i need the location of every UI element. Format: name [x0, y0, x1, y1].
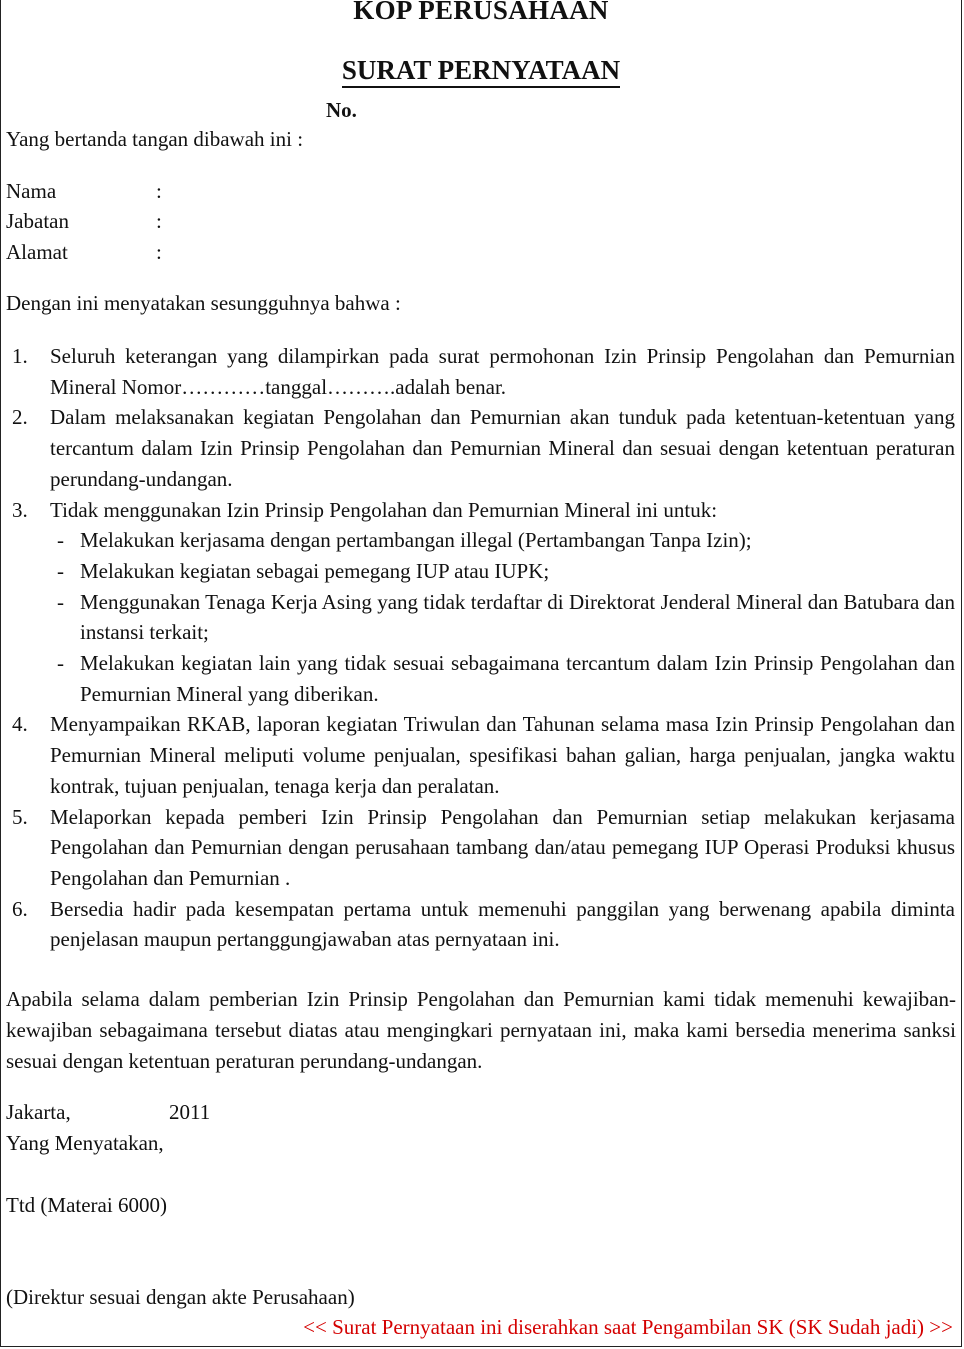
closing-paragraph: Apabila selama dalam pemberian Izin Prinsip Pengolahan dan Pemurnian kami tidak memenuhi kewajiban-kewajiban sebagaimana tersebut diatas atau mengingkari pernyataan ini, maka kami bersedia menerima sanksi sesuai dengan ketentuan peraturan perundang-undangan. [6, 987, 956, 1073]
field-colon-alamat: : [156, 240, 162, 264]
dash-bullet: - [57, 651, 64, 676]
dash-bullet: - [57, 558, 64, 583]
field-label-jabatan: Jabatan [6, 209, 69, 233]
field-label-nama: Nama [6, 179, 57, 203]
item-number: 6. [12, 896, 28, 921]
sub-item [1, 525, 959, 556]
list-item [1, 802, 959, 894]
company-letterhead: KOP PERUSAHAAN [353, 0, 609, 25]
sub-item-text: Melakukan kegiatan sebagai pemegang IUP atau IUPK; [80, 558, 550, 583]
signature-place: Jakarta, [6, 1100, 71, 1124]
list-item [1, 341, 959, 402]
list-item [1, 402, 959, 494]
document-title [1, 55, 961, 86]
sub-item-text: Melakukan kegiatan lain yang tidak sesuai sebagaimana tercantum dalam Izin Prinsip Pengolahan dan Pemurnian Mineral yang diberikan. [80, 651, 955, 706]
dash-bullet: - [57, 528, 64, 553]
item-text: Seluruh keterangan yang dilampirkan pada surat permohonan Izin Prinsip Pengolahan dan Pemurnian Mineral Nomor…………tanggal……….adalah benar. [50, 344, 955, 399]
item-text: Melaporkan kepada pemberi Izin Prinsip Pengolahan dan Pemurnian setiap melakukan kerjasama Pengolahan dan Pemurnian dengan perusahaan tambang dan/atau pemegang IUP Operasi Produksi khusus Pengolahan dan Pemurnian . [50, 804, 955, 890]
item-number: 4. [12, 712, 28, 737]
intro-text: Yang bertanda tangan dibawah ini : [6, 127, 304, 151]
field-label-alamat: Alamat [6, 240, 68, 264]
item-text: Bersedia hadir pada kesempatan pertama untuk memenuhi panggilan yang berwenang apabila diminta penjelasan maupun pertanggungjawaban atas pernyataan ini. [50, 896, 955, 952]
item-number: 2. [12, 405, 28, 430]
item-text: Tidak menggunakan Izin Prinsip Pengolahan dan Pemurnian Mineral ini untuk: [50, 497, 718, 522]
sub-item [1, 648, 959, 709]
sub-item [1, 587, 959, 648]
document-number: No. [326, 98, 357, 122]
signature-stamp: Ttd (Materai 6000) [6, 1193, 167, 1217]
item-number: 5. [12, 804, 28, 829]
list-item [1, 709, 959, 801]
signature-year: 2011 [169, 1100, 211, 1124]
item-text: Dalam melaksanakan kegiatan Pengolahan dan Pemurnian akan tunduk pada ketentuan-ketentuan yang tercantum dalam Izin Prinsip Pengolahan dan Pemurnian Mineral dan sesuai dengan ketentuan peraturan perundang-undangan. [50, 405, 955, 491]
sub-item-text: Menggunakan Tenaga Kerja Asing yang tidak terdaftar di Direktorat Jenderal Mineral dan Batubara dan instansi terkait; [80, 589, 955, 645]
field-colon-jabatan: : [156, 209, 162, 233]
sub-item-text: Melakukan kerjasama dengan pertambangan illegal (Pertambangan Tanpa Izin); [80, 528, 752, 553]
field-colon-nama: : [156, 179, 162, 203]
dash-bullet: - [57, 589, 64, 614]
submission-note: << Surat Pernyataan ini diserahkan saat Pengambilan SK (SK Sudah jadi) >> [303, 1315, 953, 1339]
item-number: 1. [12, 344, 28, 368]
statement-list [1, 341, 959, 955]
document-title-text: SURAT PERNYATAAN [342, 55, 620, 88]
statement-intro: Dengan ini menyatakan sesungguhnya bahwa : [6, 291, 401, 315]
signature-declarant: Yang Menyatakan, [6, 1131, 164, 1155]
list-item [1, 495, 959, 526]
list-item [1, 894, 959, 955]
signature-signer: (Direktur sesuai dengan akte Perusahaan) [6, 1285, 355, 1309]
item-number: 3. [12, 497, 28, 522]
sub-item [1, 556, 959, 587]
item-text: Menyampaikan RKAB, laporan kegiatan Triwulan dan Tahunan selama masa Izin Prinsip Pengolahan dan Pemurnian Mineral meliputi volume penjualan, spesifikasi bahan galian, harga penjualan, jangka waktu kontrak, tujuan penjualan, tenaga kerja dan peralatan. [50, 712, 955, 798]
